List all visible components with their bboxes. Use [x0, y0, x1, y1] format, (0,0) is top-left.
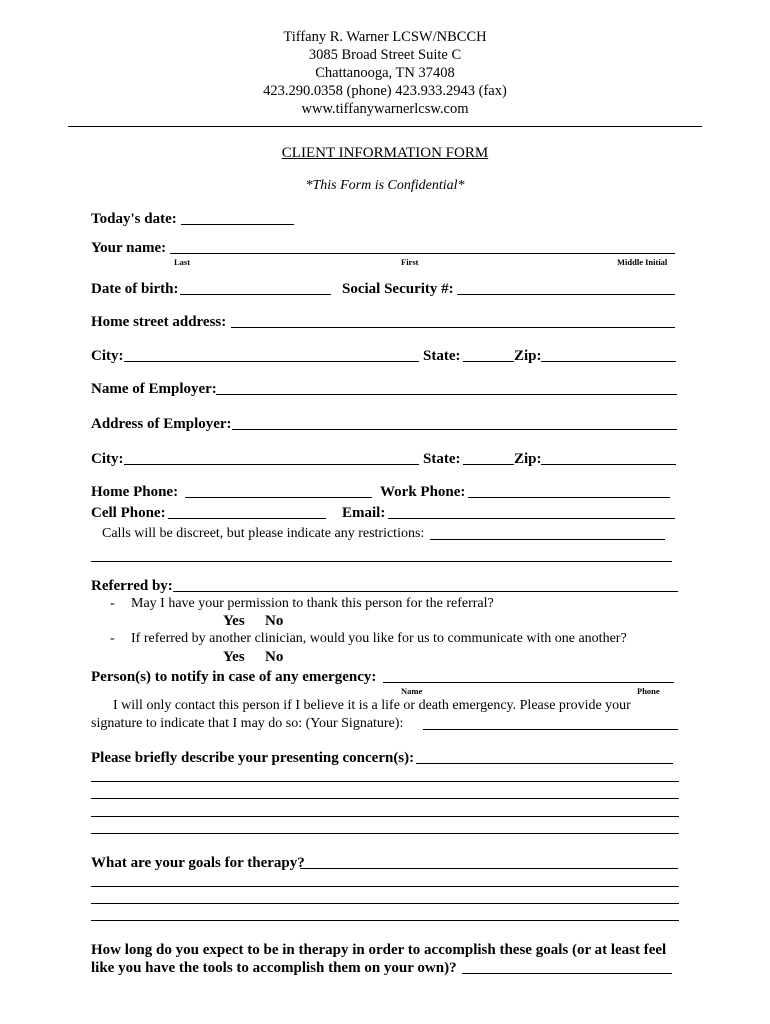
concern-line-4[interactable] — [91, 816, 679, 817]
confidential-note: *This Form is Confidential* — [305, 178, 465, 193]
email-field[interactable] — [388, 518, 675, 519]
home-city-field[interactable] — [124, 361, 419, 362]
concern-line-3[interactable] — [91, 798, 679, 799]
name-first-caption: First — [401, 257, 419, 267]
practice-website: www.tiffanywarnerlcsw.com — [301, 101, 469, 117]
ssn-field[interactable] — [457, 294, 675, 295]
home-phone-field[interactable] — [185, 497, 372, 498]
employer-zip-label: Zip: — [514, 451, 542, 467]
emergency-contact-label: Person(s) to notify in case of any emergency: — [91, 669, 377, 685]
bullet-dash-2: - — [110, 631, 115, 646]
home-city-label: City: — [91, 348, 124, 364]
home-zip-label: Zip: — [514, 348, 542, 364]
your-name-field[interactable] — [170, 253, 675, 254]
name-last-caption: Last — [174, 257, 191, 267]
dob-label: Date of birth: — [91, 281, 179, 297]
goals-line-2[interactable] — [91, 886, 679, 887]
form-title: CLIENT INFORMATION FORM — [281, 145, 489, 161]
clinician-no-option[interactable]: No — [265, 649, 284, 665]
goals-line-3[interactable] — [91, 903, 679, 904]
calls-restrictions-label: Calls will be discreet, but please indicate any restrictions: — [102, 526, 425, 541]
employer-name-label: Name of Employer: — [91, 381, 217, 397]
thank-yes-option[interactable]: Yes — [223, 613, 245, 629]
home-phone-label: Home Phone: — [91, 484, 179, 500]
goals-line-4[interactable] — [91, 920, 679, 921]
goals-field[interactable] — [300, 868, 678, 869]
signature-field[interactable] — [423, 729, 678, 730]
home-zip-field[interactable] — [541, 361, 676, 362]
bullet-dash-1: - — [110, 596, 115, 611]
employer-state-field[interactable] — [463, 464, 514, 465]
work-phone-label: Work Phone: — [380, 484, 466, 500]
email-label: Email: — [342, 505, 386, 521]
employer-name-field[interactable] — [216, 394, 677, 395]
emergency-phone-caption: Phone — [637, 686, 660, 696]
referred-by-field[interactable] — [173, 591, 678, 592]
practice-address-2: Chattanooga, TN 37408 — [315, 65, 455, 81]
emergency-contact-field[interactable] — [383, 682, 674, 683]
dob-field[interactable] — [180, 294, 331, 295]
contact-note-line-2: signature to indicate that I may do so: (Your Signature): — [91, 716, 404, 731]
name-middle-caption: Middle Initial — [617, 257, 668, 267]
practice-address-1: 3085 Broad Street Suite C — [308, 47, 462, 63]
ssn-label: Social Security #: — [342, 281, 454, 297]
cell-phone-label: Cell Phone: — [91, 505, 166, 521]
todays-date-field[interactable] — [181, 224, 294, 225]
thank-no-option[interactable]: No — [265, 613, 284, 629]
home-address-field[interactable] — [231, 327, 675, 328]
referred-by-label: Referred by: — [91, 578, 173, 594]
contact-note-line-1: I will only contact this person if I believe it is a life or death emergency. Please provide your — [113, 698, 631, 713]
home-state-label: State: — [423, 348, 461, 364]
header-divider — [68, 126, 702, 127]
goals-label: What are your goals for therapy? — [91, 855, 305, 871]
clinician-yes-option[interactable]: Yes — [223, 649, 245, 665]
concern-field[interactable] — [416, 763, 673, 764]
employer-address-label: Address of Employer: — [91, 416, 232, 432]
emergency-name-caption: Name — [401, 686, 423, 696]
practice-name: Tiffany R. Warner LCSW/NBCCH — [283, 29, 487, 45]
calls-restrictions-field-2[interactable] — [91, 561, 672, 562]
employer-city-label: City: — [91, 451, 124, 467]
concern-line-5[interactable] — [91, 833, 679, 834]
home-address-label: Home street address: — [91, 314, 227, 330]
clinician-question: If referred by another clinician, would you like for us to communicate with one another? — [131, 631, 627, 646]
practice-phones: 423.290.0358 (phone) 423.933.2943 (fax) — [263, 83, 507, 99]
calls-restrictions-field[interactable] — [430, 539, 665, 540]
todays-date-label: Today's date: — [91, 211, 177, 227]
employer-state-label: State: — [423, 451, 461, 467]
thank-question: May I have your permission to thank this person for the referral? — [131, 596, 494, 611]
concern-label: Please briefly describe your presenting concern(s): — [91, 750, 415, 766]
therapy-duration-line-1: How long do you expect to be in therapy in order to accomplish these goals (or at least feel — [91, 942, 667, 958]
therapy-duration-line-2: like you have the tools to accomplish them on your own)? — [91, 960, 457, 976]
therapy-duration-field[interactable] — [462, 973, 672, 974]
employer-zip-field[interactable] — [541, 464, 676, 465]
employer-city-field[interactable] — [124, 464, 419, 465]
cell-phone-field[interactable] — [168, 518, 326, 519]
your-name-label: Your name: — [91, 240, 167, 256]
employer-address-field[interactable] — [232, 429, 677, 430]
home-state-field[interactable] — [463, 361, 514, 362]
concern-line-2[interactable] — [91, 781, 679, 782]
work-phone-field[interactable] — [468, 497, 670, 498]
